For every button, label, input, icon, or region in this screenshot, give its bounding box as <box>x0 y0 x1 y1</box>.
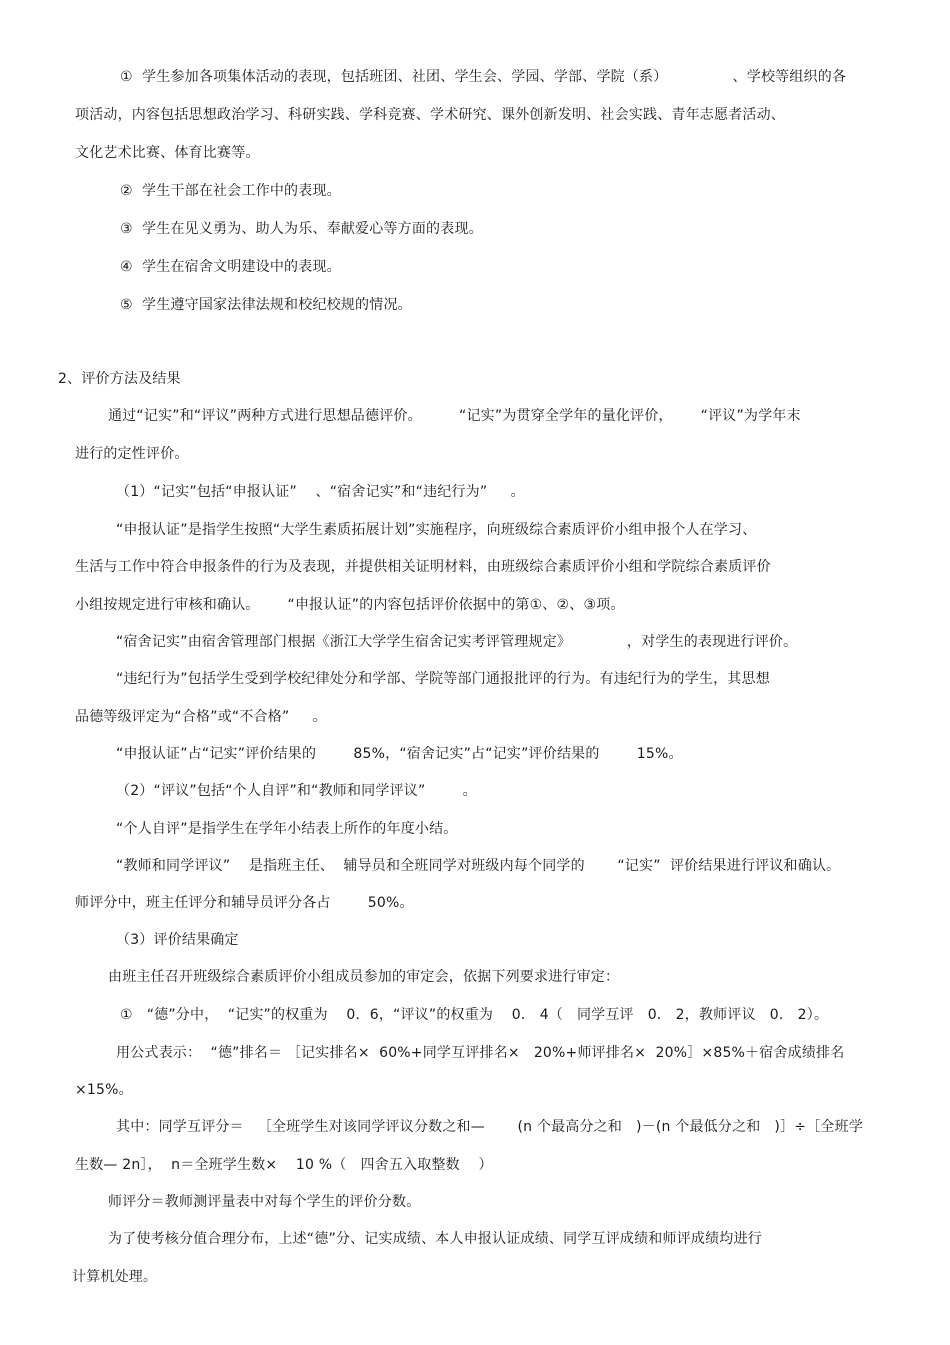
subheading-result: （3）评价结果确定 <box>116 932 239 948</box>
criteria-item-1-line-1: ① 学生参加各项集体活动的表现，包括班团、社团、学生会、学园、学部、学院（系） 、学校等组织的各 <box>120 69 847 85</box>
subheading-record: （1）“记实”包括“申报认证” 、“宿舍记实”和“违纪行为” 。 <box>116 484 525 500</box>
paragraph-self-evaluation: “个人自评”是指学生在学年小结表上所作的年度小结。 <box>116 821 458 837</box>
paragraph-intro-line-2: 进行的定性评价。 <box>75 446 189 462</box>
paragraph-peer-review-line-1: “教师和同学评议” 是指班主任、 辅导员和全班同学对班级内每个同学的 “记实” 评价结果进行评议和确认。 <box>116 858 841 874</box>
formula-peer-score-line-2: 生数— 2n］， n＝全班学生数× 10 %（ 四舍五入取整数 ） <box>75 1157 493 1173</box>
paragraph-intro-line-1: 通过“记实”和“评议”两种方式进行思想品德评价。 “记实”为贯穿全学年的量化评价， “评议”为学年末 <box>108 408 801 424</box>
paragraph-teacher-score: 师评分＝教师测评量表中对每个学生的评价分数。 <box>108 1194 421 1210</box>
paragraph-record-weights: “申报认证”占“记实”评价结果的 85%，“宿舍记实”占“记实”评价结果的 15%。 <box>116 746 683 762</box>
section-heading-evaluation-method: 2、评价方法及结果 <box>58 371 181 387</box>
paragraph-processing-line-2: 计算机处理。 <box>72 1269 158 1285</box>
paragraph-peer-review-line-2: 师评分中，班主任评分和辅导员评分各占 50%。 <box>75 895 414 911</box>
criteria-item-5: ⑤ 学生遵守国家法律法规和校纪校规的情况。 <box>120 297 412 313</box>
paragraph-declaration-line-1: “申报认证”是指学生按照“大学生素质拓展计划”实施程序，向班级综合素质评价小组申报个人在学习、 <box>116 522 757 538</box>
criteria-item-3: ③ 学生在见义勇为、助人为乐、奉献爱心等方面的表现。 <box>120 221 483 237</box>
criteria-item-2: ② 学生干部在社会工作中的表现。 <box>120 183 341 199</box>
paragraph-dormitory: “宿舍记实”由宿舍管理部门根据《浙江大学学生宿舍记实考评管理规定》 ，对学生的表现进行评价。 <box>116 634 798 650</box>
paragraph-violation-line-2: 品德等级评定为“合格”或“不合格” 。 <box>75 709 327 725</box>
paragraph-weights: ① “德”分中， “记实”的权重为 0．6，“评议”的权重为 0． 4（ 同学互评 0． 2，教师评议 0． 2）。 <box>120 1007 829 1023</box>
paragraph-processing-line-1: 为了使考核分值合理分布，上述“德”分、记实成绩、本人申报认证成绩、同学互评成绩和师评成绩均进行 <box>108 1231 762 1247</box>
paragraph-declaration-line-3: 小组按规定进行审核和确认。 “申报认证”的内容包括评价依据中的第①、②、③项。 <box>75 597 625 613</box>
criteria-item-1-line-3: 文化艺术比赛、体育比赛等。 <box>75 145 260 161</box>
subheading-review: （2）“评议”包括“个人自评”和“教师和同学评议” 。 <box>116 783 477 799</box>
formula-ranking-line-1: 用公式表示： “德”排名＝ ［记实排名× 60%+同学互评排名× 20%+师评排名× 20%］×85%＋宿舍成绩排名 <box>116 1045 845 1061</box>
criteria-item-1-line-2: 项活动，内容包括思想政治学习、科研实践、学科竞赛、学术研究、课外创新发明、社会实践、青年志愿者活动、 <box>75 107 785 123</box>
criteria-item-4: ④ 学生在宿舍文明建设中的表现。 <box>120 259 341 275</box>
paragraph-declaration-line-2: 生活与工作中符合申报条件的行为及表现，并提供相关证明材料，由班级综合素质评价小组和学院综合素质评价 <box>75 559 771 575</box>
paragraph-result-intro: 由班主任召开班级综合素质评价小组成员参加的审定会，依据下列要求进行审定： <box>108 969 620 985</box>
formula-peer-score-line-1: 其中：同学互评分＝ ［全班学生对该同学评议分数之和— (n 个最高分之和 )－(n 个最低分之和 )］÷［全班学 <box>116 1119 864 1135</box>
paragraph-violation-line-1: “违纪行为”包括学生受到学校纪律处分和学部、学院等部门通报批评的行为。有违纪行为的学生，其思想 <box>116 671 770 687</box>
formula-ranking-line-2: ×15%。 <box>75 1082 133 1098</box>
